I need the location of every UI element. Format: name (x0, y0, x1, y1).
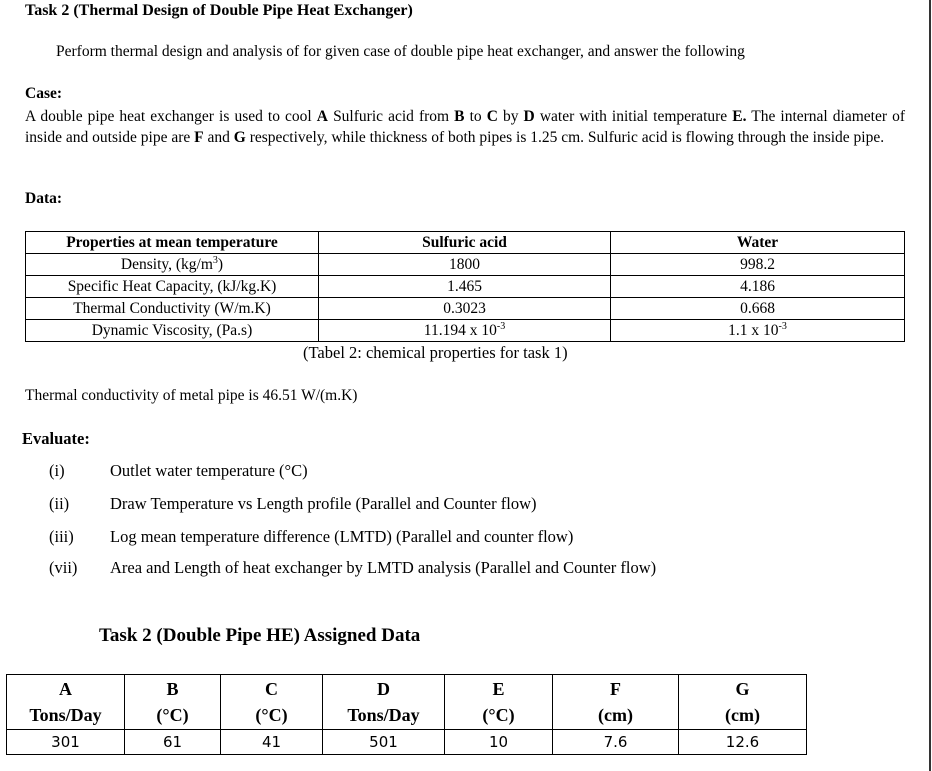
property-name: Specific Heat Capacity, (kJ/kg.K) (26, 276, 319, 298)
property-name: Density, $(kg/m^3)$ (26, 254, 319, 276)
assigned-data-title: Task 2 (Double Pipe HE) Assigned Data (99, 625, 421, 646)
water-value: 0.668 (611, 298, 905, 320)
list-item: Log mean temperature difference (LMTD) (Parallel and counter flow) (110, 527, 574, 546)
assigned-data-table (6, 674, 807, 755)
list-item-number: (i) (49, 461, 65, 480)
table-row (26, 276, 905, 298)
column-header-g: G (cm) (679, 675, 807, 730)
header-properties: Properties at mean temperature (26, 232, 319, 254)
column-header-a: A Tons/Day (7, 675, 125, 730)
acid-value: 1800 (319, 254, 611, 276)
data-heading: Data: (25, 190, 63, 207)
value-c: 41 (221, 730, 323, 755)
table-row (26, 320, 905, 342)
column-header-b: B (°C) (125, 675, 221, 730)
task-title: Task 2 (Thermal Design of Double Pipe Heat Exchanger) (25, 2, 413, 19)
page-edge-divider (929, 0, 931, 771)
acid-value: 1.465 (319, 276, 611, 298)
acid-value: 11.194 x $10^{-3}$ (319, 320, 611, 342)
list-item: Area and Length of heat exchanger by LMTD analysis (Parallel and Counter flow) (110, 558, 657, 577)
value-f: 7.6 (553, 730, 679, 755)
list-item: Outlet water temperature (°C) (110, 461, 308, 480)
column-header-c: C (°C) (221, 675, 323, 730)
column-header-d: D Tons/Day (323, 675, 445, 730)
table-row (26, 254, 905, 276)
table-caption: (Tabel 2: chemical properties for task 1) (303, 343, 568, 362)
property-name: Dynamic Viscosity, (Pa.s) (26, 320, 319, 342)
list-item-number: (ii) (49, 494, 70, 513)
value-b: 61 (125, 730, 221, 755)
case-heading: Case: (25, 85, 63, 102)
value-d: 501 (323, 730, 445, 755)
column-header-e: E (°C) (445, 675, 553, 730)
column-header-f: F (cm) (553, 675, 679, 730)
case-paragraph: A double pipe heat exchanger is used to cool A Sulfuric acid from B to C by D water with initial temperature E. The internal diameter of inside and outside pipe are F and G respectively, while thickness of both pipes is 1.25 cm. Sulfuric acid is flowing through the inside pipe. (25, 108, 906, 146)
intro-text: Perform thermal design and analysis of for given case of double pipe heat exchanger, and answer the following (56, 43, 745, 60)
value-g: 12.6 (679, 730, 807, 755)
assigned-values-row (7, 730, 807, 755)
water-value: 998.2 (611, 254, 905, 276)
acid-value: 0.3023 (319, 298, 611, 320)
metal-conductivity-text: Thermal conductivity of metal pipe is 46.51 W/(m.K) (25, 387, 358, 404)
header-sulfuric-acid: Sulfuric acid (319, 232, 611, 254)
table-row (26, 298, 905, 320)
properties-table (25, 231, 905, 342)
water-value: 4.186 (611, 276, 905, 298)
value-a: 301 (7, 730, 125, 755)
list-item-number: (iii) (49, 527, 74, 546)
assigned-header-row (7, 675, 807, 730)
value-e: 10 (445, 730, 553, 755)
properties-header-row (26, 232, 905, 254)
header-water: Water (611, 232, 905, 254)
list-item: Draw Temperature vs Length profile (Parallel and Counter flow) (110, 494, 537, 513)
evaluate-heading: Evaluate: (22, 429, 90, 448)
list-item-number: (vii) (49, 558, 78, 577)
property-name: Thermal Conductivity (W/m.K) (26, 298, 319, 320)
water-value: 1.1 x $10^{-3}$ (611, 320, 905, 342)
